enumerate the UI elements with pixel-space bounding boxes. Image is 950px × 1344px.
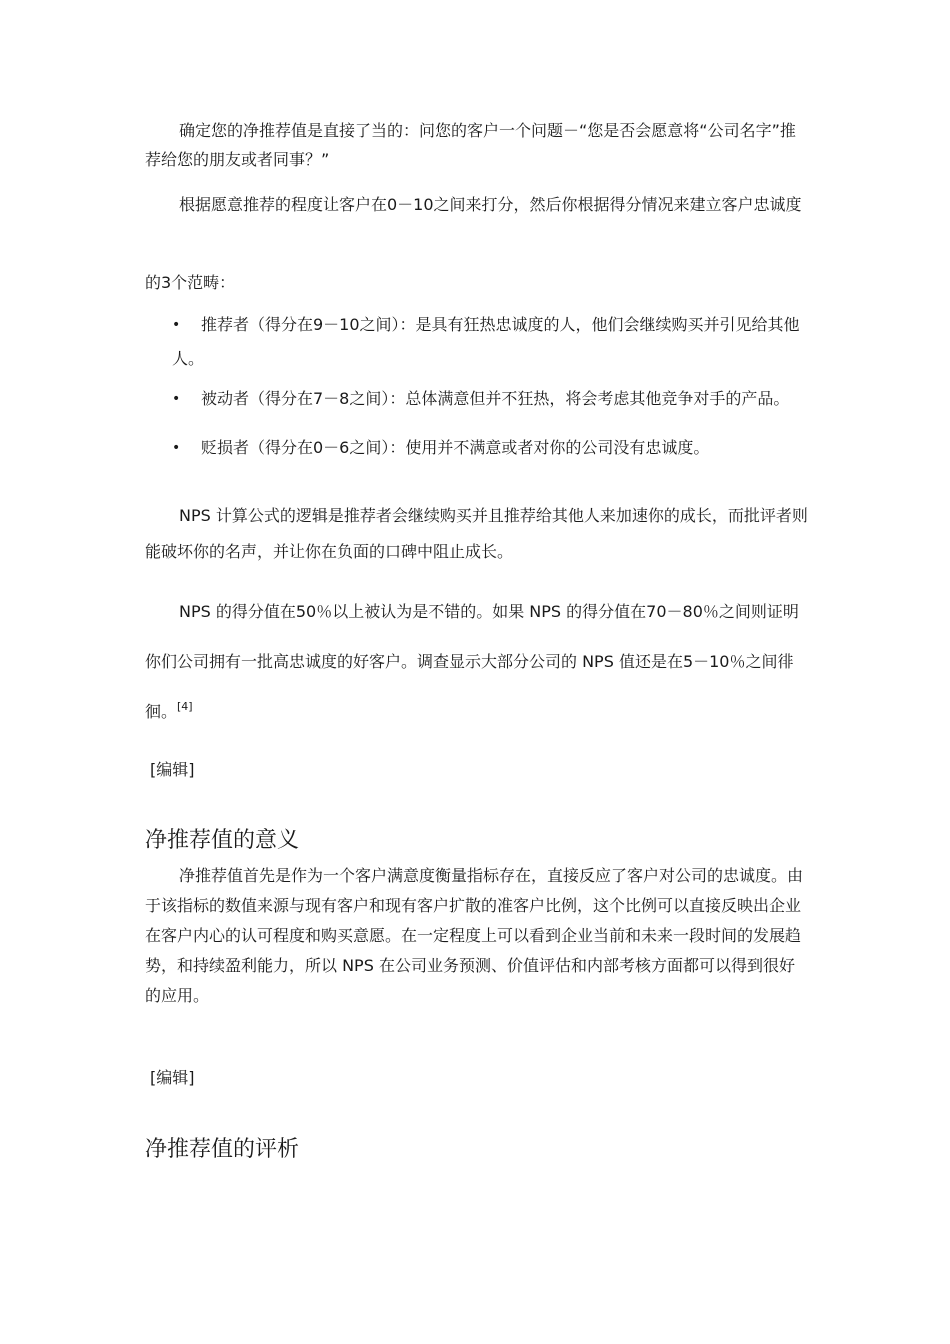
list-item-text: 贬损者（得分在0－6之间）：使用并不满意或者对你的公司没有忠诚度。 xyxy=(201,438,710,457)
edit-link[interactable]: [编辑] xyxy=(150,760,195,779)
intro-paragraph-scoring: 根据愿意推荐的程度让客户在0－10之间来打分，然后你根据得分情况来建立客户忠诚度的3个范畴： xyxy=(145,195,802,292)
list-item-text: 被动者（得分在7－8之间）：总体满意但并不狂热，将会考虑其他竞争对手的产品。 xyxy=(201,389,790,408)
bullet-dot-icon: • xyxy=(172,440,181,456)
section-heading-analysis: 净推荐值的评析 xyxy=(145,1137,300,1162)
list-item-text: 推荐者（得分在9－10之间）：是具有狂热忠诚度的人，他们会继续购买并引见给其他人。 xyxy=(172,315,800,368)
meaning-paragraph: 净推荐值首先是作为一个客户满意度衡量指标存在，直接反应了客户对公司的忠诚度。由于该指标的数值来源与现有客户和现有客户扩散的准客户比例，这个比例可以直接反映出企业在客户内心的认可程度和购买意愿。在一定程度上可以看到企业当前和未来一段时间的发展趋势，和持续盈利能力，所以 NPS 在公司业务预测、价值评估和内部考核方面都可以得到很好的应用。 xyxy=(145,866,804,1005)
bullet-dot-icon: • xyxy=(172,391,181,407)
list-item-detractors xyxy=(172,431,812,465)
citation-link[interactable]: [4] xyxy=(177,700,193,713)
intro-paragraph-question: 确定您的净推荐值是直接了当的：问您的客户一个问题－“您是否会愿意将“公司名字”推荐给您的朋友或者同事？” xyxy=(145,121,796,169)
edit-link[interactable]: [编辑] xyxy=(150,1068,195,1087)
nps-logic-paragraph: NPS 计算公式的逻辑是推荐者会继续购买并且推荐给其他人来加速你的成长，而批评者则能破坏你的名声，并让你在负面的口碑中阻止成长。 xyxy=(145,506,808,561)
bullet-dot-icon: • xyxy=(172,317,181,333)
list-item-passives xyxy=(172,382,812,416)
list-item-promoters xyxy=(172,308,812,376)
nps-score-text: NPS 的得分值在50％以上被认为是不错的。如果 NPS 的得分值在70－80％之间则证明你们公司拥有一批高忠诚度的好客户。调查显示大部分公司的 NPS 值还是在5－10％之间徘徊。 xyxy=(145,602,799,721)
nps-score-paragraph xyxy=(145,587,810,737)
section-heading-meaning: 净推荐值的意义 xyxy=(145,828,300,853)
